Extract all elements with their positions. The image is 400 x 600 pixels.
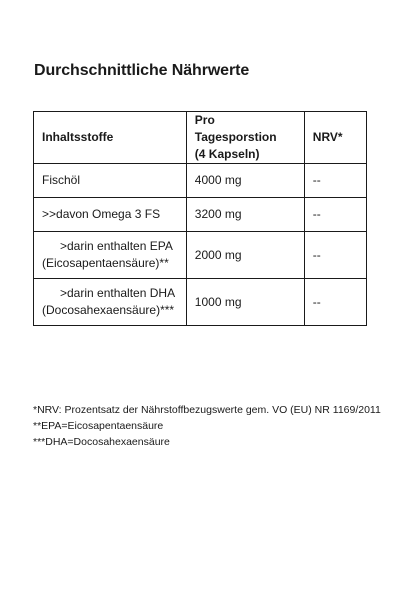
- ingredient-name: [34, 232, 187, 279]
- ingredient-nrv: --: [304, 198, 366, 232]
- header-per-daily-portion: [186, 112, 304, 164]
- footnote-nrv: *NRV: Prozentsatz der Nährstoffbezugswerte gem. VO (EU) NR 1169/2011: [33, 404, 381, 416]
- ingredient-nrv: --: [304, 164, 366, 198]
- ingredient-nrv: --: [304, 232, 366, 279]
- ingredient-amount: 3200 mg: [186, 198, 304, 232]
- ingredient-amount: 2000 mg: [186, 232, 304, 279]
- table-row: [34, 232, 367, 279]
- table-row: [34, 279, 367, 326]
- ingredient-name-line1: >darin enthalten DHA: [60, 286, 176, 300]
- footnote-epa: **EPA=Eicosapentaensäure: [33, 420, 164, 432]
- footnote-dha: ***DHA=Docosahexaensäure: [33, 436, 170, 448]
- table-row: [34, 198, 367, 232]
- ingredient-name-line2: (Eicosapentaensäure)**: [42, 256, 169, 270]
- header-per-daily-portion-line2: (4 Kapseln): [194, 147, 260, 161]
- header-ingredients: Inhaltsstoffe: [34, 112, 187, 164]
- ingredient-name-line2: (Docosahexaensäure)***: [42, 303, 175, 317]
- ingredient-name-line1: >darin enthalten EPA: [60, 239, 173, 253]
- page-title: Durchschnittliche Nährwerte: [34, 62, 250, 79]
- header-per-daily-portion-line1: Pro Tagesporstion: [194, 113, 277, 144]
- ingredient-nrv: --: [304, 279, 366, 326]
- header-nrv: NRV*: [304, 112, 366, 164]
- table-row: [34, 164, 367, 198]
- ingredient-name: [34, 279, 187, 326]
- table-header-row: [34, 112, 367, 164]
- ingredient-name: >>davon Omega 3 FS: [34, 198, 187, 232]
- ingredient-name: Fischöl: [34, 164, 187, 198]
- footnotes: [33, 402, 381, 450]
- nutrition-table: [33, 111, 367, 326]
- ingredient-amount: 1000 mg: [186, 279, 304, 326]
- ingredient-amount: 4000 mg: [186, 164, 304, 198]
